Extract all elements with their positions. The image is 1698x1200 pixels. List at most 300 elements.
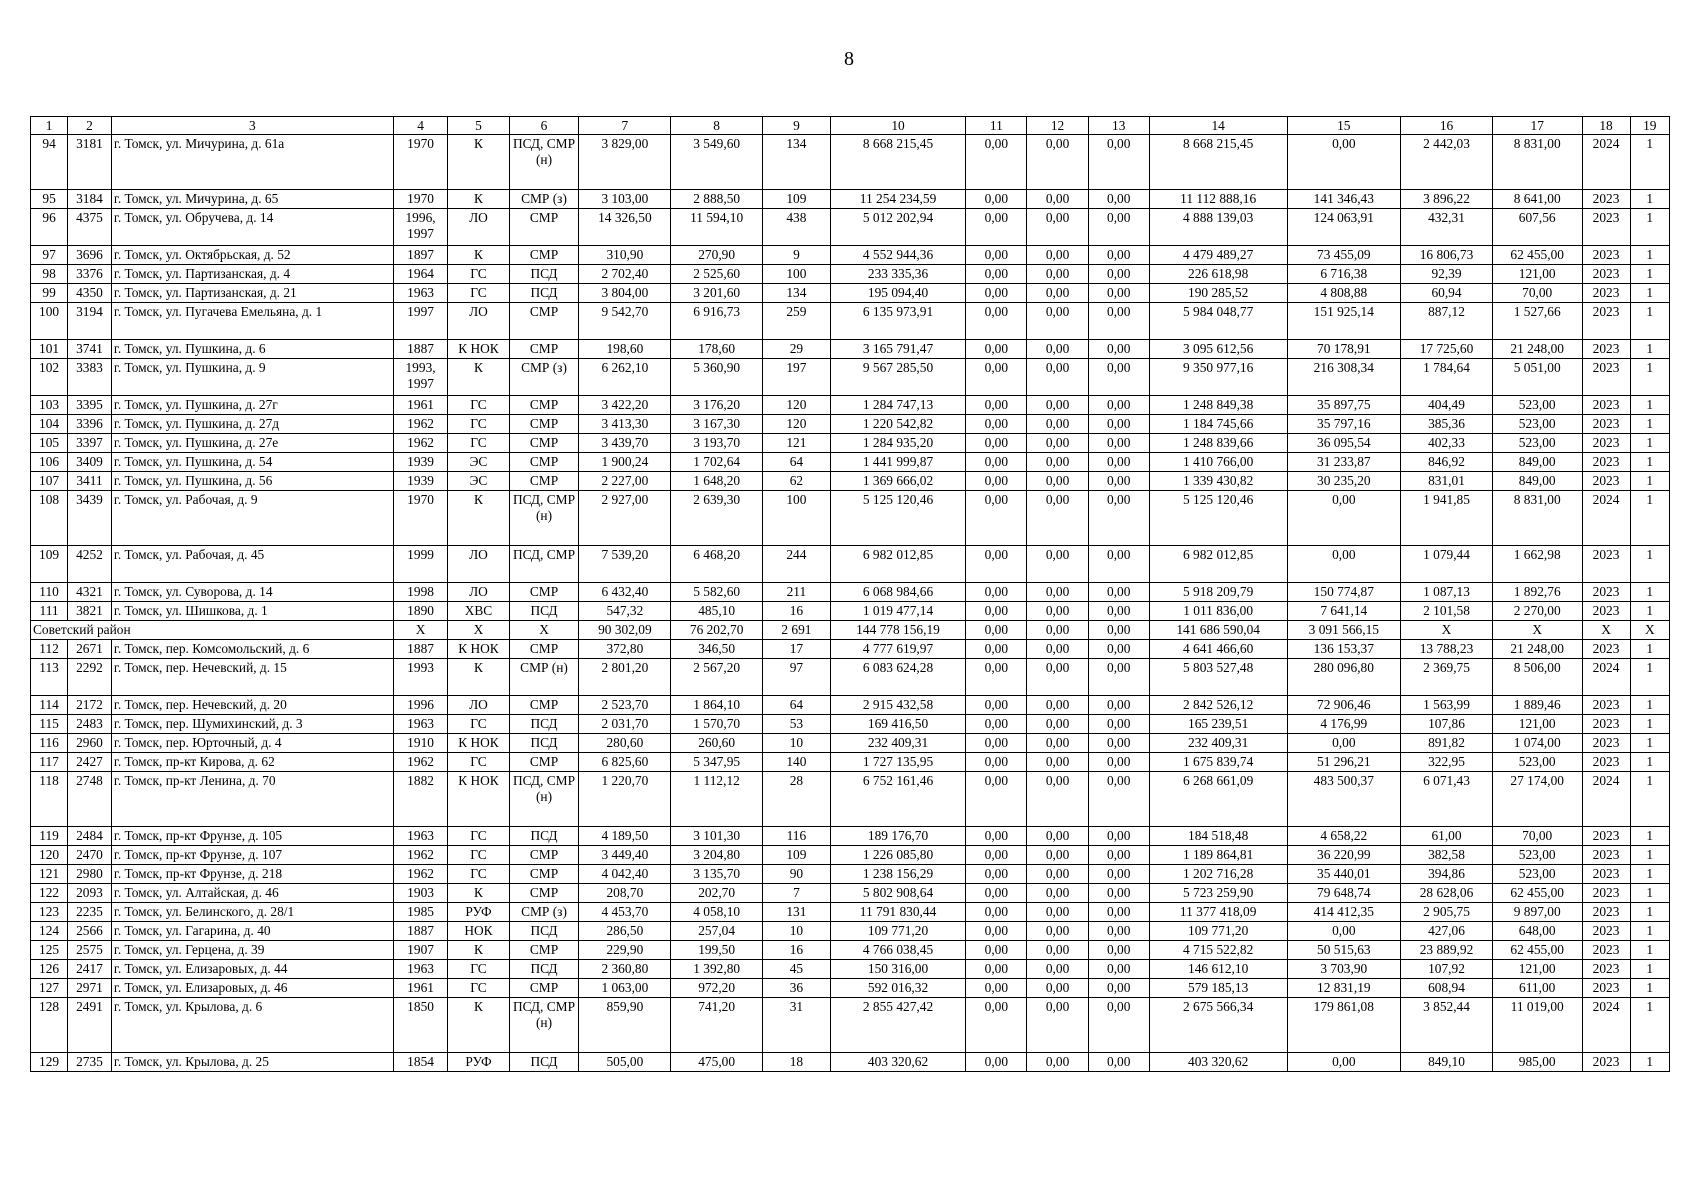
row-number-cell: 107	[31, 472, 68, 491]
stage-cell: 1	[1630, 865, 1669, 884]
living-area-cell: 2 888,50	[671, 190, 763, 209]
regional-funds-cell: 0,00	[1027, 753, 1088, 772]
total-cost-cell: 9 567 285,50	[830, 359, 965, 396]
living-area-cell: 257,04	[671, 922, 763, 941]
max-unit-cost-cell: 5 051,00	[1492, 359, 1582, 396]
fund-funds-cell: 9 350 977,16	[1149, 359, 1287, 396]
column-number-cell: 8	[671, 117, 763, 135]
stage-cell: 1	[1630, 303, 1669, 340]
stage-cell: 1	[1630, 659, 1669, 696]
house-type-cell: ГС	[448, 846, 509, 865]
table-row	[31, 491, 1670, 546]
house-type-cell: ГС	[448, 415, 509, 434]
plan-year-cell: 2024	[1582, 772, 1630, 827]
fund-funds-cell: 1 675 839,74	[1149, 753, 1287, 772]
work-type-cell: ПСД, СМР	[509, 546, 579, 583]
house-type-cell: ГС	[448, 827, 509, 846]
address-cell: г. Томск, ул. Рабочая, д. 9	[111, 491, 393, 546]
max-unit-cost-cell: 523,00	[1492, 846, 1582, 865]
fund-funds-cell: 4 888 139,03	[1149, 209, 1287, 246]
house-type-cell: К НОК	[448, 340, 509, 359]
total-cost-cell: 232 409,31	[830, 734, 965, 753]
federal-funds-cell: 0,00	[966, 284, 1027, 303]
living-area-cell: 741,20	[671, 998, 763, 1053]
total-cost-cell: 1 284 935,20	[830, 434, 965, 453]
house-id-cell: 2093	[68, 884, 112, 903]
municipal-funds-cell: 0,00	[1088, 715, 1149, 734]
house-id-cell: 3696	[68, 246, 112, 265]
plan-year-cell: 2023	[1582, 340, 1630, 359]
max-unit-cost-cell: 62 455,00	[1492, 246, 1582, 265]
total-cost-cell: 4 552 944,36	[830, 246, 965, 265]
unit-cost-total: Х	[1401, 621, 1493, 640]
unit-cost-cell: 404,49	[1401, 396, 1493, 415]
total-cost-cell: 1 284 747,13	[830, 396, 965, 415]
regional-funds-cell: 0,00	[1027, 340, 1088, 359]
total-area-cell: 2 523,70	[579, 696, 671, 715]
federal-funds-cell: 0,00	[966, 715, 1027, 734]
address-cell: г. Томск, ул. Партизанская, д. 4	[111, 265, 393, 284]
table-row	[31, 753, 1670, 772]
district-name: Советский район	[31, 621, 394, 640]
municipal-funds-cell: 0,00	[1088, 659, 1149, 696]
regional-funds-cell: 0,00	[1027, 941, 1088, 960]
house-id-cell: 2748	[68, 772, 112, 827]
total-area-cell: 3 413,30	[579, 415, 671, 434]
table-row	[31, 998, 1670, 1053]
house-type-cell: ГС	[448, 979, 509, 998]
fund-funds-cell: 1 410 766,00	[1149, 453, 1287, 472]
max-unit-cost-cell: 2 270,00	[1492, 602, 1582, 621]
work-type-cell: СМР	[509, 865, 579, 884]
address-cell: г. Томск, ул. Гагарина, д. 40	[111, 922, 393, 941]
work-type-cell: СМР	[509, 472, 579, 491]
living-area-cell: 178,60	[671, 340, 763, 359]
unit-cost-cell: 16 806,73	[1401, 246, 1493, 265]
column-number-cell: 11	[966, 117, 1027, 135]
house-id-cell: 2491	[68, 998, 112, 1053]
municipal-funds-cell: 0,00	[1088, 696, 1149, 715]
address-cell: г. Томск, ул. Суворова, д. 14	[111, 583, 393, 602]
fund-funds-cell: 579 185,13	[1149, 979, 1287, 998]
house-type-cell: ГС	[448, 396, 509, 415]
residents-cell: 10	[763, 734, 831, 753]
table-body	[31, 135, 1670, 1072]
owner-funds-cell: 72 906,46	[1287, 696, 1401, 715]
fund-funds-cell: 1 248 839,66	[1149, 434, 1287, 453]
house-id-cell: 3194	[68, 303, 112, 340]
build-year-cell: 1970	[393, 135, 448, 190]
build-year-cell: 1939	[393, 472, 448, 491]
regional-funds-cell: 0,00	[1027, 827, 1088, 846]
stage-cell: 1	[1630, 827, 1669, 846]
max-unit-cost-cell: 121,00	[1492, 265, 1582, 284]
residents-cell: 36	[763, 979, 831, 998]
plan-year-cell: 2023	[1582, 922, 1630, 941]
residents-cell: 100	[763, 265, 831, 284]
address-cell: г. Томск, пер. Нечевский, д. 15	[111, 659, 393, 696]
residents-total: 2 691	[763, 621, 831, 640]
max-unit-cost-cell: 523,00	[1492, 753, 1582, 772]
max-unit-cost-cell: 121,00	[1492, 960, 1582, 979]
stage-cell: 1	[1630, 602, 1669, 621]
plan-year-total: Х	[1582, 621, 1630, 640]
regional-funds-cell: 0,00	[1027, 715, 1088, 734]
house-id-cell: 3397	[68, 434, 112, 453]
owner-funds-cell: 136 153,37	[1287, 640, 1401, 659]
living-area-cell: 3 101,30	[671, 827, 763, 846]
row-number-cell: 113	[31, 659, 68, 696]
fund-funds-cell: 1 011 836,00	[1149, 602, 1287, 621]
regional-funds-cell: 0,00	[1027, 979, 1088, 998]
build-year-cell: 1970	[393, 190, 448, 209]
living-area-cell: 3 201,60	[671, 284, 763, 303]
address-cell: г. Томск, ул. Пушкина, д. 9	[111, 359, 393, 396]
max-unit-cost-cell: 121,00	[1492, 715, 1582, 734]
stage-cell: 1	[1630, 772, 1669, 827]
plan-year-cell: 2023	[1582, 715, 1630, 734]
total-cost-cell: 1 441 999,87	[830, 453, 965, 472]
municipal-funds-cell: 0,00	[1088, 1053, 1149, 1072]
house-id-cell: 2483	[68, 715, 112, 734]
stage-cell: 1	[1630, 472, 1669, 491]
plan-year-cell: 2023	[1582, 583, 1630, 602]
owner-funds-cell: 0,00	[1287, 135, 1401, 190]
federal-funds-cell: 0,00	[966, 209, 1027, 246]
house-id-cell: 2575	[68, 941, 112, 960]
stage-cell: 1	[1630, 583, 1669, 602]
build-year-cell: 1970	[393, 491, 448, 546]
federal-funds-cell: 0,00	[966, 903, 1027, 922]
plan-year-cell: 2023	[1582, 941, 1630, 960]
total-area-cell: 14 326,50	[579, 209, 671, 246]
owner-funds-cell: 12 831,19	[1287, 979, 1401, 998]
regional-funds-cell: 0,00	[1027, 135, 1088, 190]
unit-cost-cell: 92,39	[1401, 265, 1493, 284]
fund-funds-cell: 1 248 849,38	[1149, 396, 1287, 415]
work-type-cell: СМР	[509, 884, 579, 903]
house-type-cell: К НОК	[448, 772, 509, 827]
row-number-cell: 116	[31, 734, 68, 753]
house-type-cell: К НОК	[448, 734, 509, 753]
work-type-cell: ПСД	[509, 284, 579, 303]
table-row	[31, 135, 1670, 190]
living-area-cell: 6 468,20	[671, 546, 763, 583]
stage-cell: 1	[1630, 396, 1669, 415]
house-id-cell: 3376	[68, 265, 112, 284]
max-unit-cost-cell: 1 892,76	[1492, 583, 1582, 602]
row-number-cell: 108	[31, 491, 68, 546]
work-type-cell: ПСД	[509, 715, 579, 734]
row-number-cell: 101	[31, 340, 68, 359]
owner-funds-cell: 216 308,34	[1287, 359, 1401, 396]
municipal-funds-cell: 0,00	[1088, 865, 1149, 884]
municipal-funds-cell: 0,00	[1088, 734, 1149, 753]
regional-funds-cell: 0,00	[1027, 640, 1088, 659]
max-unit-cost-cell: 849,00	[1492, 472, 1582, 491]
living-area-cell: 1 648,20	[671, 472, 763, 491]
table-row	[31, 659, 1670, 696]
fund-funds-cell: 1 189 864,81	[1149, 846, 1287, 865]
unit-cost-cell: 394,86	[1401, 865, 1493, 884]
federal-funds-cell: 0,00	[966, 941, 1027, 960]
plan-year-cell: 2023	[1582, 827, 1630, 846]
living-area-cell: 260,60	[671, 734, 763, 753]
max-unit-cost-cell: 21 248,00	[1492, 640, 1582, 659]
federal-funds-cell: 0,00	[966, 640, 1027, 659]
max-unit-cost-cell: 8 831,00	[1492, 135, 1582, 190]
table-row	[31, 640, 1670, 659]
table-row	[31, 359, 1670, 396]
fund-funds-cell: 5 918 209,79	[1149, 583, 1287, 602]
house-id-cell: 4350	[68, 284, 112, 303]
total-cost-cell: 233 335,36	[830, 265, 965, 284]
work-type-cell: ПСД	[509, 922, 579, 941]
stage-cell: 1	[1630, 546, 1669, 583]
house-type-cell: ГС	[448, 865, 509, 884]
owner-funds-cell: 35 440,01	[1287, 865, 1401, 884]
living-area-cell: 5 347,95	[671, 753, 763, 772]
address-cell: г. Томск, пр-кт Фрунзе, д. 105	[111, 827, 393, 846]
living-area-cell: 3 193,70	[671, 434, 763, 453]
unit-cost-cell: 846,92	[1401, 453, 1493, 472]
living-area-cell: 6 916,73	[671, 303, 763, 340]
municipal-funds-cell: 0,00	[1088, 359, 1149, 396]
work-type-cell: СМР	[509, 246, 579, 265]
federal-funds-cell: 0,00	[966, 734, 1027, 753]
table-row	[31, 546, 1670, 583]
row-number-cell: 118	[31, 772, 68, 827]
total-area-cell: 280,60	[579, 734, 671, 753]
owner-funds-cell: 6 716,38	[1287, 265, 1401, 284]
federal-funds-cell: 0,00	[966, 846, 1027, 865]
total-cost-cell: 195 094,40	[830, 284, 965, 303]
address-cell: г. Томск, ул. Пушкина, д. 6	[111, 340, 393, 359]
total-cost-cell: 4 777 619,97	[830, 640, 965, 659]
build-year-cell: 1963	[393, 284, 448, 303]
total-cost-cell: 5 125 120,46	[830, 491, 965, 546]
federal-funds-cell: 0,00	[966, 135, 1027, 190]
unit-cost-cell: 107,86	[1401, 715, 1493, 734]
total-cost-cell: 5 012 202,94	[830, 209, 965, 246]
max-unit-cost-cell: 1 889,46	[1492, 696, 1582, 715]
stage-total: Х	[1630, 621, 1669, 640]
house-id-cell: 2417	[68, 960, 112, 979]
total-area-cell: 3 449,40	[579, 846, 671, 865]
table-row	[31, 960, 1670, 979]
living-area-cell: 3 204,80	[671, 846, 763, 865]
table-row	[31, 434, 1670, 453]
municipal-funds-cell: 0,00	[1088, 979, 1149, 998]
unit-cost-cell: 1 563,99	[1401, 696, 1493, 715]
federal-funds-cell: 0,00	[966, 303, 1027, 340]
work-type-cell: ПСД, СМР (н)	[509, 491, 579, 546]
work-type-cell: СМР	[509, 753, 579, 772]
house-type-cell: К	[448, 359, 509, 396]
max-unit-cost-cell: 8 506,00	[1492, 659, 1582, 696]
row-number-cell: 112	[31, 640, 68, 659]
residents-cell: 121	[763, 434, 831, 453]
build-year-cell: 1961	[393, 979, 448, 998]
house-id-cell: 4375	[68, 209, 112, 246]
house-type-cell: ЛО	[448, 209, 509, 246]
residents-cell: 16	[763, 941, 831, 960]
build-year-cell: 1939	[393, 453, 448, 472]
unit-cost-cell: 849,10	[1401, 1053, 1493, 1072]
unit-cost-cell: 23 889,92	[1401, 941, 1493, 960]
build-year-cell: 1963	[393, 827, 448, 846]
owner-funds-cell: 414 412,35	[1287, 903, 1401, 922]
table-row	[31, 190, 1670, 209]
fund-funds-cell: 2 675 566,34	[1149, 998, 1287, 1053]
work-type-cell: СМР (з)	[509, 359, 579, 396]
total-cost-cell: 169 416,50	[830, 715, 965, 734]
row-number-cell: 125	[31, 941, 68, 960]
unit-cost-cell: 1 784,64	[1401, 359, 1493, 396]
plan-year-cell: 2023	[1582, 434, 1630, 453]
total-cost-cell: 6 135 973,91	[830, 303, 965, 340]
house-type-cell: ГС	[448, 753, 509, 772]
federal-funds-cell: 0,00	[966, 583, 1027, 602]
owner-funds-cell: 0,00	[1287, 546, 1401, 583]
column-number-cell: 15	[1287, 117, 1401, 135]
plan-year-cell: 2023	[1582, 415, 1630, 434]
living-area-cell: 202,70	[671, 884, 763, 903]
plan-year-cell: 2023	[1582, 359, 1630, 396]
living-area-cell: 485,10	[671, 602, 763, 621]
address-cell: г. Томск, ул. Обручева, д. 14	[111, 209, 393, 246]
owner-funds-cell: 151 925,14	[1287, 303, 1401, 340]
total-area-cell: 1 220,70	[579, 772, 671, 827]
house-type-cell: НОК	[448, 922, 509, 941]
municipal-funds-cell: 0,00	[1088, 827, 1149, 846]
max-unit-cost-cell: 70,00	[1492, 827, 1582, 846]
regional-funds-cell: 0,00	[1027, 359, 1088, 396]
regional-funds-total: 0,00	[1027, 621, 1088, 640]
work-type-cell: СМР	[509, 303, 579, 340]
work-type-cell: СМР	[509, 453, 579, 472]
build-year-cell: 1993	[393, 659, 448, 696]
max-unit-cost-cell: 70,00	[1492, 284, 1582, 303]
table-row	[31, 827, 1670, 846]
residents-cell: 31	[763, 998, 831, 1053]
address-cell: г. Томск, ул. Елизаровых, д. 44	[111, 960, 393, 979]
fund-funds-cell: 1 202 716,28	[1149, 865, 1287, 884]
residents-cell: 45	[763, 960, 831, 979]
fund-funds-cell: 403 320,62	[1149, 1053, 1287, 1072]
stage-cell: 1	[1630, 415, 1669, 434]
build-year-cell: 1996	[393, 696, 448, 715]
column-number-cell: 5	[448, 117, 509, 135]
build-year-cell: 1998	[393, 583, 448, 602]
plan-year-cell: 2023	[1582, 190, 1630, 209]
residents-cell: 17	[763, 640, 831, 659]
total-cost-cell: 1 727 135,95	[830, 753, 965, 772]
max-unit-cost-total: Х	[1492, 621, 1582, 640]
table-row	[31, 1053, 1670, 1072]
stage-cell: 1	[1630, 190, 1669, 209]
house-type-cell: ЭС	[448, 453, 509, 472]
work-type-cell: ПСД, СМР (н)	[509, 772, 579, 827]
work-type-cell: СМР	[509, 941, 579, 960]
work-type-cell: ПСД	[509, 602, 579, 621]
federal-funds-cell: 0,00	[966, 979, 1027, 998]
residents-cell: 100	[763, 491, 831, 546]
total-area-cell: 3 103,00	[579, 190, 671, 209]
fund-funds-cell: 146 612,10	[1149, 960, 1287, 979]
column-number-cell: 2	[68, 117, 112, 135]
row-number-cell: 95	[31, 190, 68, 209]
work-type-cell: СМР	[509, 979, 579, 998]
total-area-cell: 505,00	[579, 1053, 671, 1072]
table-row	[31, 209, 1670, 246]
work-type-cell: СМР (з)	[509, 190, 579, 209]
total-area-cell: 1 900,24	[579, 453, 671, 472]
owner-funds-cell: 3 703,90	[1287, 960, 1401, 979]
plan-year-cell: 2023	[1582, 979, 1630, 998]
living-area-cell: 2 525,60	[671, 265, 763, 284]
total-area-cell: 3 804,00	[579, 284, 671, 303]
federal-funds-cell: 0,00	[966, 922, 1027, 941]
municipal-funds-cell: 0,00	[1088, 472, 1149, 491]
total-area-cell: 198,60	[579, 340, 671, 359]
house-id-cell: 2735	[68, 1053, 112, 1072]
residents-cell: 90	[763, 865, 831, 884]
regional-funds-cell: 0,00	[1027, 734, 1088, 753]
plan-year-cell: 2023	[1582, 865, 1630, 884]
total-area-cell: 286,50	[579, 922, 671, 941]
house-id-cell: 3395	[68, 396, 112, 415]
total-cost-cell: 1 226 085,80	[830, 846, 965, 865]
address-cell: г. Томск, ул. Алтайская, д. 46	[111, 884, 393, 903]
house-id-cell: 2566	[68, 922, 112, 941]
work-type-cell: ПСД	[509, 960, 579, 979]
fund-funds-cell: 109 771,20	[1149, 922, 1287, 941]
build-year-cell: 1887	[393, 340, 448, 359]
unit-cost-cell: 13 788,23	[1401, 640, 1493, 659]
residents-cell: 62	[763, 472, 831, 491]
house-type-cell: К	[448, 491, 509, 546]
plan-year-cell: 2023	[1582, 265, 1630, 284]
regional-funds-cell: 0,00	[1027, 903, 1088, 922]
table-row	[31, 246, 1670, 265]
fund-funds-cell: 165 239,51	[1149, 715, 1287, 734]
federal-funds-cell: 0,00	[966, 472, 1027, 491]
total-cost-cell: 403 320,62	[830, 1053, 965, 1072]
federal-funds-cell: 0,00	[966, 265, 1027, 284]
municipal-funds-cell: 0,00	[1088, 772, 1149, 827]
owner-funds-cell: 150 774,87	[1287, 583, 1401, 602]
total-area-cell: 2 031,70	[579, 715, 671, 734]
house-type-cell: ЭС	[448, 472, 509, 491]
federal-funds-cell: 0,00	[966, 359, 1027, 396]
house-type-cell: ГС	[448, 960, 509, 979]
municipal-funds-cell: 0,00	[1088, 340, 1149, 359]
residents-cell: 53	[763, 715, 831, 734]
work-type-cell: ПСД, СМР (н)	[509, 998, 579, 1053]
unit-cost-cell: 1 087,13	[1401, 583, 1493, 602]
municipal-funds-cell: 0,00	[1088, 884, 1149, 903]
fund-funds-cell: 4 479 489,27	[1149, 246, 1287, 265]
unit-cost-cell: 3 852,44	[1401, 998, 1493, 1053]
federal-funds-cell: 0,00	[966, 546, 1027, 583]
build-year-total: Х	[393, 621, 448, 640]
row-number-cell: 102	[31, 359, 68, 396]
stage-cell: 1	[1630, 640, 1669, 659]
residents-cell: 211	[763, 583, 831, 602]
owner-funds-cell: 7 641,14	[1287, 602, 1401, 621]
row-number-cell: 105	[31, 434, 68, 453]
